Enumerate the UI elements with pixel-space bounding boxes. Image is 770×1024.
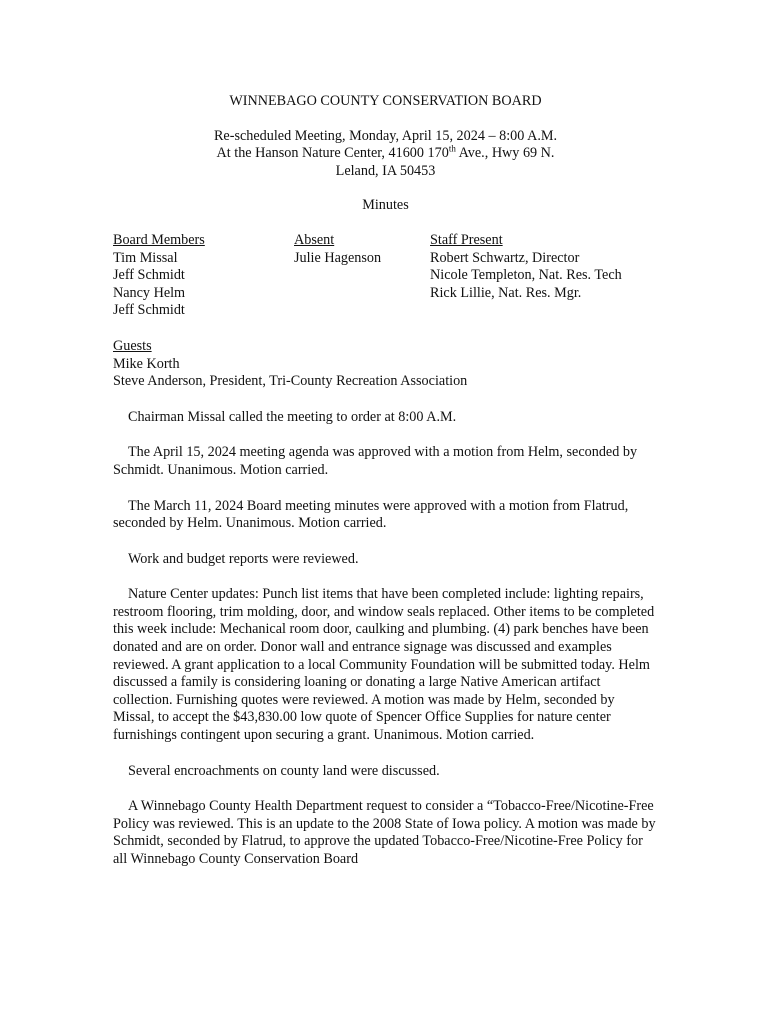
paragraph-encroachments: Several encroachments on county land were discussed.	[128, 762, 440, 779]
meeting-city-line: Leland, IA 50453	[335, 162, 436, 179]
board-members-column	[113, 232, 294, 320]
meeting-location-line	[113, 145, 658, 163]
attendance-table	[113, 232, 658, 320]
staff-member: Rick Lillie, Nat. Res. Mgr.	[430, 284, 582, 301]
location-text-end: Ave., Hwy 69 N.	[455, 145, 555, 162]
staff-heading: Staff Present	[430, 231, 503, 248]
meeting-info	[113, 128, 658, 181]
absent-member: Julie Hagenson	[294, 249, 382, 266]
minutes-document	[113, 93, 658, 869]
absent-heading: Absent	[294, 231, 335, 248]
board-member: Tim Missal	[113, 249, 178, 266]
staff-member: Robert Schwartz, Director	[430, 249, 580, 266]
absent-column	[294, 232, 430, 320]
meeting-date-line: Re-scheduled Meeting, Monday, April 15, 2024 – 8:00 A.M.	[213, 127, 558, 144]
guest: Steve Anderson, President, Tri-County Recreation Association	[113, 373, 468, 390]
location-text: At the Hanson Nature Center, 41600 170	[216, 145, 449, 162]
location-superscript: th	[448, 143, 456, 154]
document-title: WINNEBAGO COUNTY CONSERVATION BOARD	[229, 93, 542, 109]
paragraph-agenda-approval: The April 15, 2024 meeting agenda was approved with a motion from Helm, seconded by Schmidt. Unanimous. Motion carried.	[113, 444, 638, 478]
guest: Mike Korth	[113, 355, 180, 372]
board-member: Jeff Schmidt	[113, 302, 185, 319]
paragraph-minutes-approval: The March 11, 2024 Board meeting minutes were approved with a motion from Flatrud, seconded by Helm. Unanimous. Motion carried.	[113, 497, 629, 532]
board-members-heading: Board Members	[113, 231, 205, 248]
staff-column	[430, 232, 658, 320]
paragraph-tobacco-policy: A Winnebago County Health Department request to consider a “Tobacco-Free/Nicotine-Free Policy was reviewed. This is an update to the 2008 State of Iowa policy. A motion was made by Schmidt, seconded by Flatrud, to approve the updated Tobacco-Free/Nicotine-Free Policy for all Winnebago County Conservation Board	[113, 798, 656, 867]
staff-member: Nicole Templeton, Nat. Res. Tech	[430, 267, 622, 284]
section-heading-minutes: Minutes	[362, 197, 409, 214]
paragraph-reports: Work and budget reports were reviewed.	[128, 550, 359, 567]
guests-section	[113, 338, 658, 391]
board-member: Nancy Helm	[113, 284, 186, 301]
paragraph-nature-center-updates: Nature Center updates: Punch list items that have been completed include: lighting repairs, restroom flooring, trim molding, door, and window seals replaced. Other items to be completed this week include: Mechanical room door, caulking and plumbing. (4) park benches have been donated and are on order. Donor wall and entrance signage was discussed and examples reviewed. A grant application to a local Community Foundation will be submitted today. Helm discussed a family is considering loaning or donating a large Native American artifact collection. Furnishing quotes were reviewed. A motion was made by Helm, seconded by Missal, to accept the $43,830.00 low quote of Spencer Office Supplies for nature center furnishings contingent upon securing a grant. Unanimous. Motion carried.	[113, 586, 655, 744]
paragraph-call-to-order: Chairman Missal called the meeting to order at 8:00 A.M.	[128, 408, 457, 425]
board-member: Jeff Schmidt	[113, 267, 185, 284]
guests-heading: Guests	[113, 337, 152, 354]
